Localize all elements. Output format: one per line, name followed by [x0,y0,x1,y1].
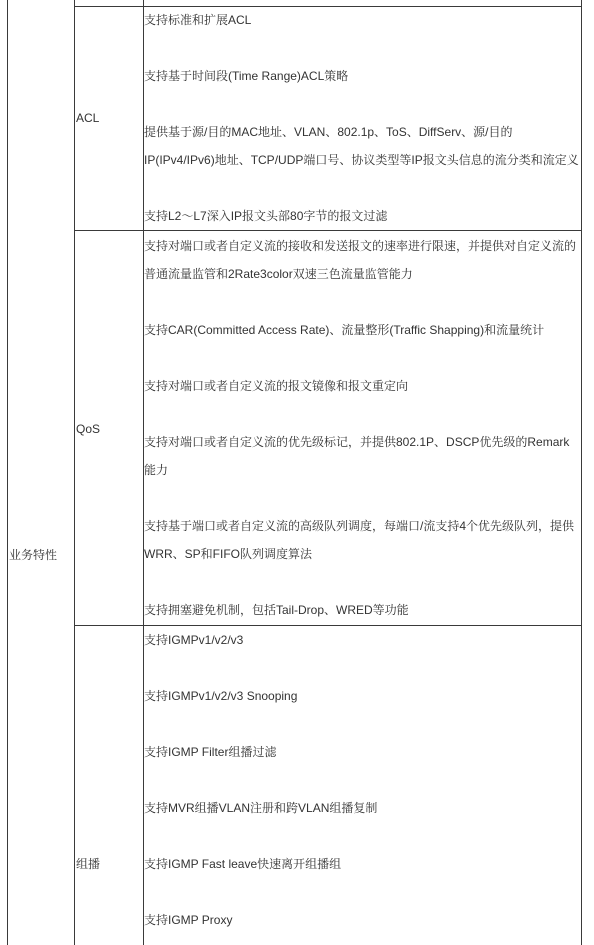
acl-feature-line: 支持基于时间段(Time Range)ACL策略 [144,69,349,83]
qos-feature-line: 支持拥塞避免机制，包括Tail-Drop、WRED等功能 [144,603,409,617]
category-column-divider [74,0,75,945]
acl-feature-line: 支持L2～L7深入IP报文头部80字节的报文过滤 [144,209,388,223]
multicast-feature-line: 支持IGMP Filter组播过滤 [144,745,277,759]
table-left-border [7,0,8,945]
qos-feature-line: 能力 [144,463,169,477]
group-label-qos: QoS [76,422,101,436]
acl-feature-line: 提供基于源/目的MAC地址、VLAN、802.1p、ToS、DiffServ、源/目的 [144,125,513,139]
multicast-feature-line: 支持IGMPv1/v2/v3 Snooping [144,689,298,703]
multicast-feature-line: 支持IGMPv1/v2/v3 [144,633,244,647]
group-label-acl: ACL [76,111,100,125]
qos-feature-line: 支持对端口或者自定义流的接收和发送报文的速率进行限速，并提供对自定义流的 [144,239,577,253]
qos-feature-line: WRR、SP和FIFO队列调度算法 [144,547,312,561]
qos-feature-line: 支持对端口或者自定义流的优先级标记，并提供802.1P、DSCP优先级的Remark [144,435,570,449]
qos-feature-line: 普通流量监管和2Rate3color双速三色流量监管能力 [144,267,413,281]
group-label-multicast: 组播 [76,857,101,871]
acl-feature-line: 支持标准和扩展ACL [144,13,252,27]
acl-feature-line: IP(IPv4/IPv6)地址、TCP/UDP端口号、协议类型等IP报文头信息的流分类和流定义 [144,153,579,167]
acl-qos-divider [74,230,582,231]
qos-feature-line: 支持对端口或者自定义流的报文镜像和报文重定向 [144,379,409,393]
qos-feature-line: 支持CAR(Committed Access Rate)、流量整形(Traffic Shapping)和流量统计 [144,323,545,337]
qos-feature-line: 支持基于端口或者自定义流的高级队列调度，每端口/流支持4个优先级队列，提供 [144,519,575,533]
multicast-feature-line: 支持IGMP Proxy [144,913,233,927]
category-label: 业务特性 [9,548,58,562]
table-right-border [581,0,582,945]
multicast-feature-line: 支持IGMP Fast leave快速离开组播组 [144,857,342,871]
multicast-feature-line: 支持MVR组播VLAN注册和跨VLAN组播复制 [144,801,378,815]
